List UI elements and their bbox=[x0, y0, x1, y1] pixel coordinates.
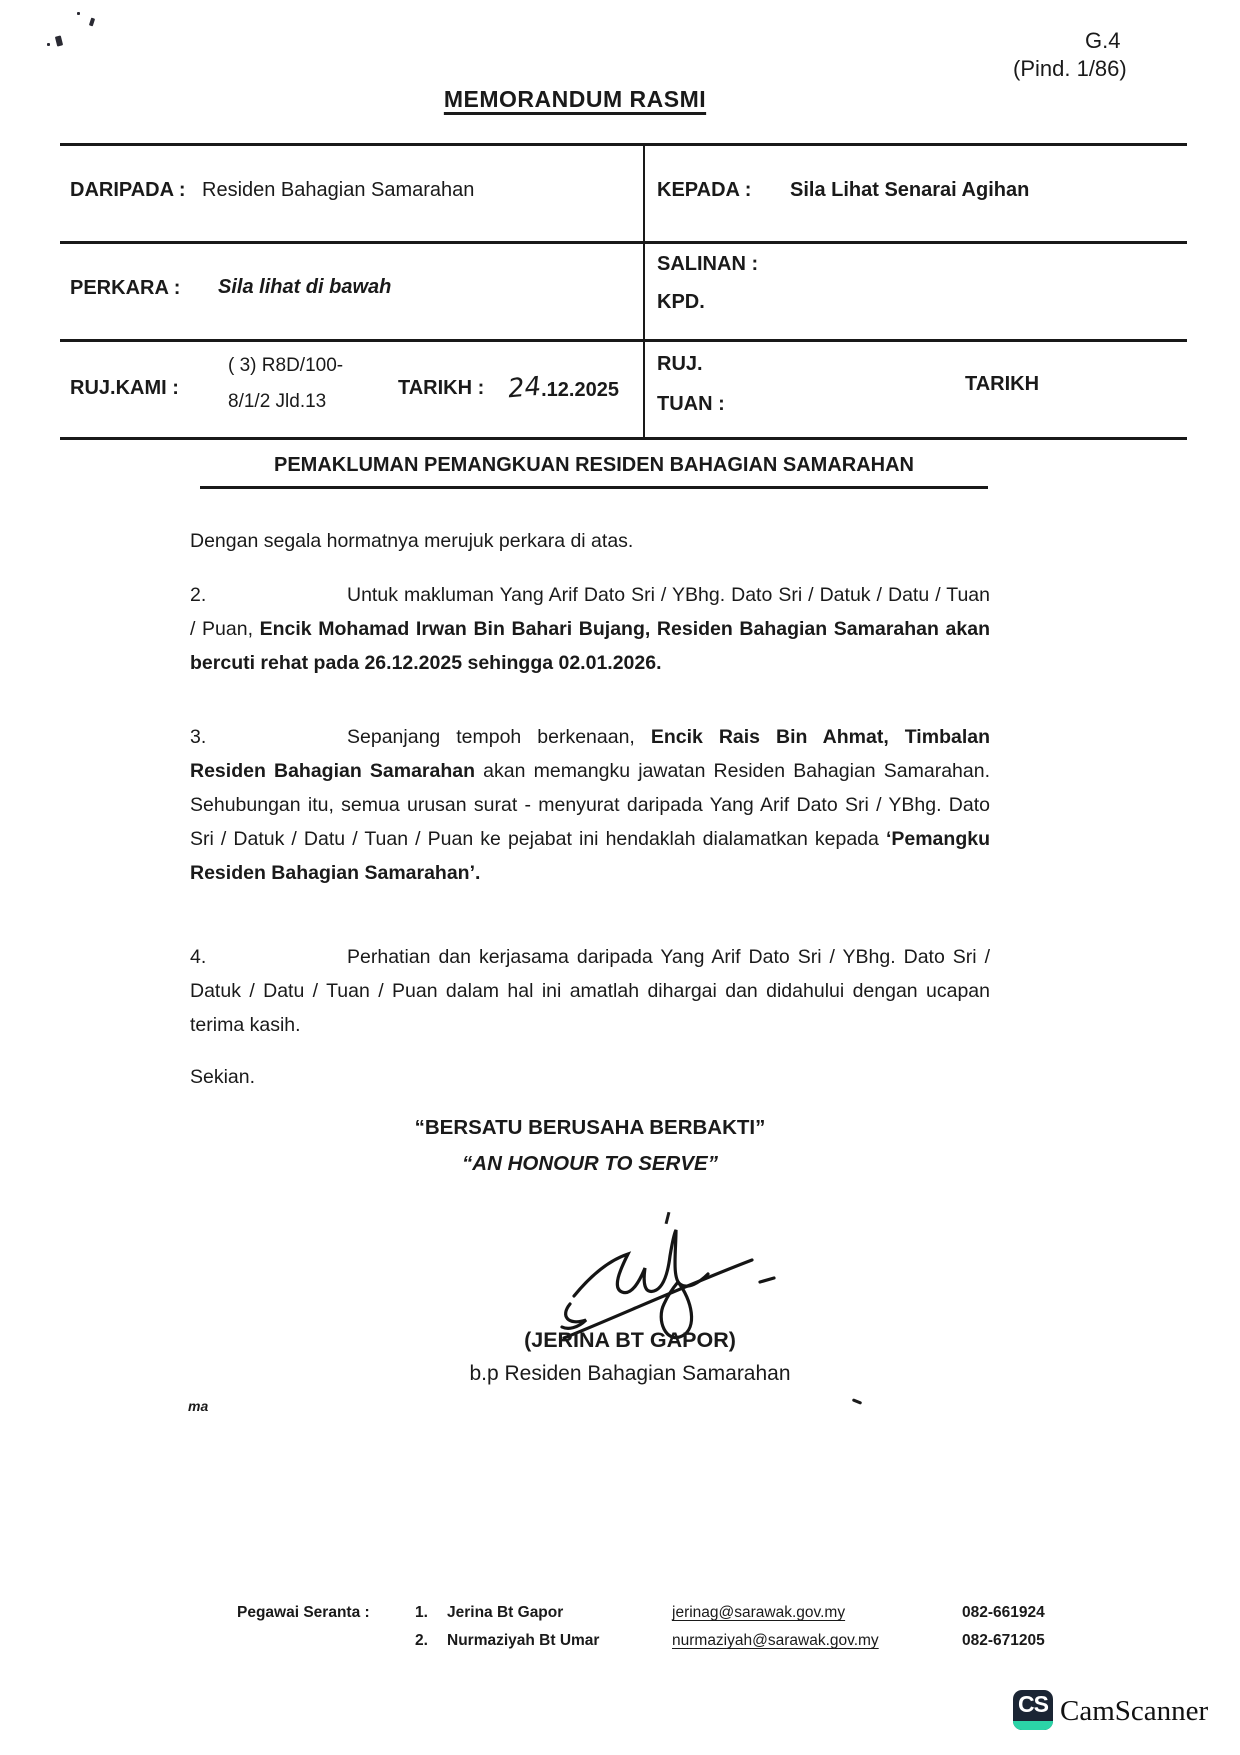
daripada-value: Residen Bahagian Samarahan bbox=[202, 179, 475, 201]
tarikh-value bbox=[508, 373, 619, 403]
ink-speck bbox=[89, 18, 95, 27]
contact-1-name: Jerina Bt Gapor bbox=[447, 1604, 564, 1621]
paragraph-2-text: Untuk makluman Yang Arif Dato Sri / YBhg. Dato Sri / Datuk / Datu / Tuan / Puan, bbox=[190, 584, 990, 640]
paragraph-4 bbox=[190, 940, 990, 1042]
paragraph-4-text: Perhatian dan kerjasama daripada Yang Arif Dato Sri / YBhg. Dato Sri / Datuk / Datu / Tuan / Puan dalam hal ini amatlah dihargai dan didahului dengan ucapan terima kasih. bbox=[190, 946, 990, 1036]
kepada-label: KEPADA : bbox=[657, 179, 752, 201]
ruj-kami-label: RUJ.KAMI : bbox=[70, 377, 179, 399]
camscanner-cs-letters: CS bbox=[1018, 1691, 1048, 1717]
ink-apostrophe bbox=[665, 1212, 671, 1224]
daripada-label: DARIPADA : bbox=[70, 179, 186, 201]
pegawai-seranta-label: Pegawai Seranta : bbox=[237, 1604, 370, 1621]
motto-line-1: “BERSATU BERUSAHA BERBAKTI” bbox=[414, 1116, 766, 1139]
perkara-value: Sila lihat di bawah bbox=[218, 276, 392, 298]
ink-speck bbox=[47, 43, 50, 46]
motto-line-2: “AN HONOUR TO SERVE” bbox=[462, 1152, 718, 1175]
closing-text: Sekian. bbox=[190, 1066, 256, 1088]
ink-speck bbox=[77, 12, 80, 15]
paragraph-3-bold-1: Encik Rais Bin Ahmat, Timbalan Residen Bahagian Samarahan bbox=[190, 726, 990, 782]
camscanner-accent-bar bbox=[1013, 1721, 1053, 1730]
signatory-title: b.p Residen Bahagian Samarahan bbox=[469, 1362, 791, 1385]
form-code: G.4 bbox=[1085, 28, 1121, 53]
ruj-tuan-line1: RUJ. bbox=[657, 353, 703, 375]
contact-1-phone: 082-661924 bbox=[962, 1604, 1045, 1621]
tarikh-right-label: TARIKH bbox=[965, 373, 1040, 395]
paragraph-3-number: 3. bbox=[190, 726, 207, 748]
table-row-divider bbox=[60, 339, 1187, 342]
signatory-name: (JERINA BT GAPOR) bbox=[524, 1328, 736, 1352]
ruj-kami-value-line1: ( 3) R8D/100- bbox=[228, 355, 344, 376]
camscanner-logo-icon bbox=[1013, 1690, 1053, 1730]
paragraph-3 bbox=[190, 720, 990, 890]
paragraph-2-bold-text: Encik Mohamad Irwan Bin Bahari Bujang, Residen Bahagian Samarahan akan bercuti rehat pada 26.12.2025 sehingga 02.01.2026. bbox=[190, 618, 990, 674]
tarikh-label: TARIKH : bbox=[398, 377, 485, 399]
contact-2-email: nurmaziyah@sarawak.gov.my bbox=[672, 1632, 879, 1649]
contact-2-name: Nurmaziyah Bt Umar bbox=[447, 1632, 600, 1649]
contact-2-number: 2. bbox=[415, 1632, 428, 1649]
motto bbox=[190, 1110, 990, 1182]
paragraph-2 bbox=[190, 578, 990, 680]
subject-heading: PEMAKLUMAN PEMANGKUAN RESIDEN BAHAGIAN SAMARAHAN bbox=[200, 454, 988, 489]
table-row-divider bbox=[60, 241, 1187, 244]
paragraph-2-number: 2. bbox=[190, 584, 207, 606]
table-column-divider bbox=[643, 143, 645, 440]
ruj-kami-value-line2: 8/1/2 Jld.13 bbox=[228, 391, 327, 412]
paragraph-4-number: 4. bbox=[190, 946, 207, 968]
table-border-bottom bbox=[60, 437, 1187, 440]
typist-initials: ma bbox=[188, 1398, 209, 1414]
contact-1-email: jerinag@sarawak.gov.my bbox=[672, 1604, 846, 1621]
paragraph-3-text-1: Sepanjang tempoh berkenaan, bbox=[347, 726, 651, 748]
form-revision: (Pind. 1/86) bbox=[1013, 56, 1127, 81]
closing-word bbox=[190, 1060, 990, 1094]
paragraph-1 bbox=[190, 524, 990, 558]
kpd-label: KPD. bbox=[657, 291, 705, 313]
page-title: MEMORANDUM RASMI bbox=[443, 86, 707, 112]
paragraph-1-text: Dengan segala hormatnya merujuk perkara di atas. bbox=[190, 530, 634, 552]
ink-tick bbox=[852, 1398, 862, 1405]
camscanner-brand-text: CamScanner bbox=[1060, 1695, 1209, 1727]
perkara-label: PERKARA : bbox=[70, 277, 181, 299]
ruj-tuan-line2: TUAN : bbox=[657, 393, 725, 415]
kepada-value: Sila Lihat Senarai Agihan bbox=[790, 179, 1030, 201]
contact-2-phone: 082-671205 bbox=[962, 1632, 1045, 1649]
tarikh-rest: .12.2025 bbox=[541, 379, 619, 401]
contact-1-number: 1. bbox=[415, 1604, 428, 1621]
memo-header-table bbox=[60, 143, 1187, 440]
salinan-label: SALINAN : bbox=[657, 253, 759, 275]
tarikh-day-handwritten: 24 bbox=[506, 371, 543, 405]
paragraph-3-text-2: akan memangku jawatan Residen Bahagian Samarahan. Sehubungan itu, semua urusan surat - menyurat daripada Yang Arif Dato Sri / YBhg. Dato Sri / Datuk / Datu / Tuan / Puan ke pejabat ini hendaklah dialamatkan kepada bbox=[190, 760, 990, 850]
table-border-top bbox=[60, 143, 1187, 146]
paragraph-3-bold-2: ‘Pemangku Residen Bahagian Samarahan’. bbox=[190, 828, 990, 884]
ink-speck bbox=[55, 35, 63, 46]
